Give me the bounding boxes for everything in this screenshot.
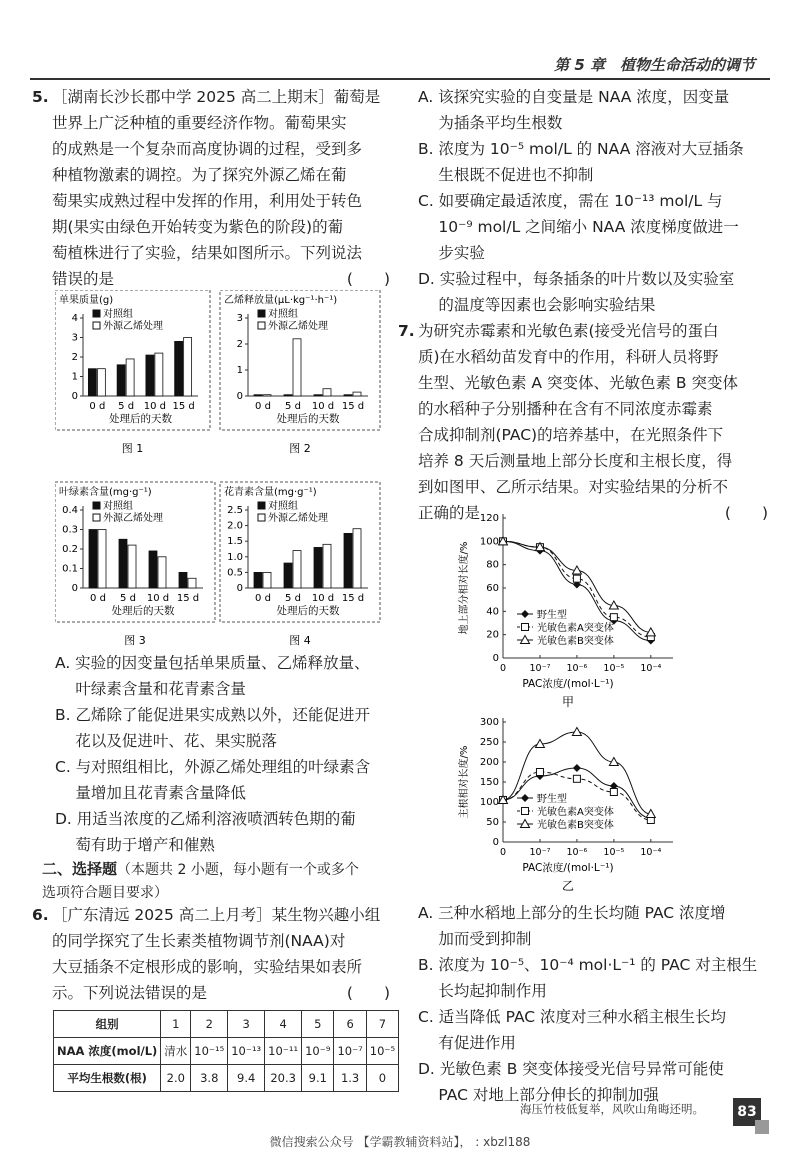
x-axis-label: PAC浓度/(mol·L⁻¹) (522, 862, 614, 874)
bar (353, 529, 361, 588)
bar (188, 578, 196, 588)
x-tick-label: 10 d (311, 401, 335, 412)
y-axis-label: 主根相对长度/% (459, 745, 470, 819)
legend-label: 野生型 (537, 610, 567, 621)
figure-caption: 图 1 (121, 442, 144, 455)
option-a: A. 该探究实验的自变量是 NAA 浓度，因变量 (418, 88, 730, 106)
option-d: 的温度等因素也会影响实验结果 (418, 296, 656, 314)
x-tick-label: 15 d (341, 401, 365, 412)
y-tick-label: 2 (236, 339, 243, 350)
table-cell: 3 (228, 1011, 265, 1038)
y-tick-label: 40 (486, 606, 499, 618)
option-d: D. 实验过程中，每条插条的叶片数以及实验室 (418, 270, 735, 288)
question-5 (32, 84, 390, 292)
table-row (54, 1038, 399, 1065)
x-tick-label: 5 d (285, 593, 301, 604)
option-b: B. 乙烯除了能促进果实成熟以外，还能促进开 (55, 706, 370, 724)
table-row (54, 1065, 399, 1092)
option-b: B. 浓度为 10⁻⁵ mol/L 的 NAA 溶液对大豆插条 (418, 140, 744, 158)
bar (117, 365, 125, 396)
y-tick-label: 80 (486, 559, 499, 571)
legend-label: 光敏色素B突变体 (537, 820, 614, 831)
x-tick-label: 15 d (172, 401, 195, 412)
naa-table (53, 1010, 399, 1092)
y-tick-label: 200 (479, 757, 499, 768)
legend-label: 光敏色素A突变体 (537, 623, 614, 634)
option-c: C. 与对照组相比，外源乙烯处理组的叶绿素含 (55, 758, 371, 776)
bar (344, 533, 352, 588)
stem-line: 期(果实由绿色开始转变为紫色的阶段)的葡 (52, 218, 344, 236)
x-tick-label: 0 (499, 663, 507, 674)
legend-label: 对照组 (103, 501, 133, 512)
y-tick-label: 1.5 (227, 536, 243, 548)
legend-label: 光敏色素B突变体 (537, 636, 614, 647)
y-tick-label: 0.1 (62, 563, 78, 575)
legend-label: 外源乙烯处理 (103, 321, 163, 332)
y-tick-label: 0.4 (62, 505, 78, 516)
y-tick-label: 0 (71, 391, 78, 402)
y-tick-label: 2 (71, 352, 78, 363)
y-tick-label: 4 (71, 313, 78, 324)
bar (179, 572, 187, 588)
chapter-title: 第 5 章 植物生命活动的调节 (554, 56, 755, 74)
option-d: 萄有助于增产和催熟 (55, 836, 215, 854)
bar (323, 389, 331, 396)
data-point (522, 808, 529, 815)
table-cell: 20.3 (265, 1065, 302, 1092)
table-cell: 1 (161, 1011, 191, 1038)
y-tick-label: 0 (71, 583, 78, 594)
x-tick-label: 10⁻⁷ (529, 847, 551, 858)
y-tick-label: 100 (479, 536, 499, 548)
option-c: C. 适当降低 PAC 浓度对三种水稻主根生长均 (418, 1008, 727, 1026)
footer-motto: 海压竹枝低复举，风吹山角晦还明。 (520, 1102, 704, 1116)
figure-caption: 乙 (561, 879, 575, 893)
stem-line: 的水稻种子分别播种在含有不同浓度赤霉素 (418, 400, 713, 418)
y-axis-label: 叶绿素含量(mg·g⁻¹) (59, 487, 152, 498)
table-cell: 清水 (161, 1038, 191, 1065)
bar (184, 338, 192, 397)
option-d: PAC 对地上部分伸长的抑制加强 (418, 1086, 659, 1104)
stem-line: 萄植株进行了实验，结果如图所示。下列说法 (52, 244, 363, 262)
bar (128, 545, 136, 588)
y-tick-label: 100 (479, 797, 499, 808)
y-axis-label: 地上部分相对长度/% (459, 541, 470, 635)
y-tick-label: 0 (492, 653, 499, 664)
option-b: B. 浓度为 10⁻⁵、10⁻⁴ mol·L⁻¹ 的 PAC 对主根生 (418, 956, 758, 974)
x-axis-label: 处理后的天数 (276, 413, 340, 425)
option-b: 生根既不促进也不抑制 (418, 166, 594, 184)
legend-swatch (93, 310, 100, 317)
x-tick-label: 10 d (143, 401, 167, 412)
q7-figures (455, 508, 695, 898)
bar (98, 530, 106, 589)
figure-caption: 图 4 (289, 634, 311, 647)
x-tick-label: 15 d (341, 593, 365, 604)
section-note: 选项符合题目要求） (42, 885, 168, 901)
section-heading (42, 858, 392, 904)
section-note: （本题共 2 小题，每小题有一个或多个 (117, 862, 359, 878)
bar (314, 547, 322, 588)
legend-swatch (93, 514, 100, 521)
y-tick-label: 0.2 (62, 544, 78, 555)
bar (149, 551, 157, 588)
stem-line: 生型、光敏色素 A 突变体、光敏色素 B 突变体 (418, 374, 738, 392)
table-cell: NAA 浓度(mol/L) (54, 1038, 161, 1065)
y-tick-label: 300 (479, 717, 499, 728)
question-7 (398, 318, 768, 526)
table-cell: 10⁻¹¹ (265, 1038, 302, 1065)
y-tick-label: 0 (492, 837, 499, 848)
table-cell: 10⁻¹³ (228, 1038, 265, 1065)
x-tick-label: 0 d (255, 593, 271, 604)
answer-bracket: ( ) (346, 984, 390, 1002)
bar (146, 355, 154, 396)
table-cell: 平均生根数(根) (54, 1065, 161, 1092)
x-tick-label: 15 d (176, 593, 200, 604)
option-b: 花以及促进叶、花、果实脱落 (55, 732, 277, 750)
x-tick-label: 10⁻⁶ (566, 663, 588, 674)
table-cell: 3.8 (191, 1065, 228, 1092)
y-tick-label: 60 (486, 583, 499, 594)
bar (293, 551, 301, 588)
option-b: 长均起抑制作用 (418, 982, 547, 1000)
y-tick-label: 1 (236, 365, 243, 376)
stem-line: 示。下列说法错误的是 (52, 984, 208, 1002)
x-tick-label: 5 d (120, 593, 136, 604)
bar (158, 557, 166, 588)
y-tick-label: 2.0 (227, 520, 243, 532)
bar (353, 392, 361, 396)
bar (97, 369, 105, 396)
option-a: 加而受到抑制 (418, 930, 532, 948)
question-6 (32, 902, 390, 1006)
legend-label: 外源乙烯处理 (268, 513, 328, 524)
page-header (0, 50, 800, 82)
option-c: C. 如要确定最适浓度，需在 10⁻¹³ mol/L 与 (418, 192, 723, 210)
x-tick-label: 10⁻⁴ (640, 663, 662, 674)
bar (344, 395, 352, 396)
table-cell: 组别 (54, 1011, 161, 1038)
x-tick-label: 5 d (118, 401, 135, 412)
legend-swatch (258, 502, 265, 509)
answer-bracket: ( ) (346, 270, 390, 288)
bar (263, 572, 271, 588)
stem-line: 世界上广泛种植的重要经济作物。葡萄果实 (52, 114, 347, 132)
option-c: 量增加且花青素含量降低 (55, 784, 246, 802)
x-tick-label: 0 (499, 847, 507, 858)
legend-label: 对照组 (268, 501, 298, 512)
y-tick-label: 0 (236, 391, 243, 402)
legend-swatch (93, 502, 100, 509)
table-cell: 7 (366, 1011, 398, 1038)
y-tick-label: 120 (479, 513, 499, 524)
y-tick-label: 0.3 (62, 524, 78, 536)
data-point (610, 789, 617, 796)
x-axis-label: 处理后的天数 (109, 413, 172, 425)
x-axis-label: 处理后的天数 (276, 605, 340, 617)
bar (126, 359, 134, 396)
y-axis-label: 花青素含量(mg·g⁻¹) (224, 487, 317, 498)
option-d: D. 光敏色素 B 突变体接受光信号异常可能使 (418, 1060, 724, 1078)
y-tick-label: 20 (486, 629, 499, 641)
data-point (521, 610, 529, 618)
answer-bracket: ( ) (724, 504, 768, 522)
question-number: 7. (398, 322, 415, 340)
stem-line: 质)在水稻幼苗发育中的作用，科研人员将野 (418, 348, 719, 366)
bar (88, 369, 96, 396)
x-tick-label: 10⁻⁶ (566, 847, 588, 858)
x-tick-label: 0 d (90, 593, 106, 604)
bar (263, 395, 271, 396)
x-tick-label: 10⁻⁷ (529, 663, 551, 674)
figure-caption: 甲 (561, 695, 575, 709)
data-point (522, 624, 529, 631)
legend-label: 光敏色素A突变体 (537, 807, 614, 818)
option-a: 叶绿素含量和花青素含量 (55, 680, 246, 698)
bar (323, 544, 331, 588)
table-cell: 10⁻¹⁵ (191, 1038, 228, 1065)
data-point (536, 769, 543, 776)
data-point (610, 614, 617, 621)
x-tick-label: 10⁻⁴ (640, 847, 662, 858)
legend-swatch (258, 310, 265, 317)
table-cell: 5 (302, 1011, 334, 1038)
y-axis-label: 单果质量(g) (59, 295, 114, 306)
option-c: 10⁻⁹ mol/L 之间缩小 NAA 浓度梯度做进一 (418, 218, 739, 236)
table-cell: 9.4 (228, 1065, 265, 1092)
option-a: 为插条平均生根数 (418, 114, 563, 132)
bar (119, 539, 127, 588)
x-tick-label: 0 d (255, 401, 271, 412)
stem-line: ［广东清远 2025 高二上月考］某生物兴趣小组 (52, 906, 381, 924)
stem-line: 的同学探究了生长素类植物调节剂(NAA)对 (52, 932, 346, 950)
option-c: 步实验 (418, 244, 485, 262)
table-cell: 1.3 (334, 1065, 366, 1092)
page-number: 83 (737, 1104, 757, 1120)
bar (314, 395, 322, 396)
legend-label: 对照组 (268, 309, 298, 320)
figure-caption: 图 3 (124, 634, 146, 647)
stem-line: 为研究赤霉素和光敏色素(接受光信号的蛋白 (418, 322, 719, 340)
option-a: A. 三种水稻地上部分的生长均随 PAC 浓度增 (418, 904, 726, 922)
x-axis-label: 处理后的天数 (111, 605, 175, 617)
option-d: D. 用适当浓度的乙烯利溶液喷洒转色期的葡 (55, 810, 356, 828)
y-axis-label: 乙烯释放量(μL·kg⁻¹·h⁻¹) (224, 295, 338, 306)
y-tick-label: 150 (479, 777, 499, 788)
bar (293, 339, 301, 396)
legend-label: 外源乙烯处理 (268, 321, 328, 332)
stem-line: 培养 8 天后测量地上部分长度和主根长度，得 (418, 452, 733, 470)
stem-line: 萄果实成熟过程中发挥的作用，利用处于转色 (52, 192, 363, 210)
table-cell: 10⁻⁷ (334, 1038, 366, 1065)
bar (155, 353, 163, 396)
x-tick-label: 5 d (285, 401, 301, 412)
data-point (573, 575, 580, 582)
table-cell: 10⁻⁵ (366, 1038, 398, 1065)
bar (254, 572, 262, 588)
header-rule (30, 78, 770, 80)
stem-line: ［湖南长沙长郡中学 2025 高二上期末］葡萄是 (52, 88, 381, 106)
y-tick-label: 50 (486, 817, 499, 828)
legend-label: 野生型 (537, 794, 567, 805)
bar (284, 563, 292, 588)
x-axis-label: PAC浓度/(mol·L⁻¹) (522, 678, 614, 690)
x-tick-label: 10⁻⁵ (603, 847, 625, 858)
q7-options (418, 900, 768, 1108)
figure-caption: 图 2 (289, 442, 311, 455)
table-cell: 10⁻⁹ (302, 1038, 334, 1065)
y-tick-label: 2.5 (227, 505, 243, 516)
stem-line: 的成熟是一个复杂而高度协调的过程，受到多 (52, 140, 363, 158)
table-cell: 9.1 (302, 1065, 334, 1092)
table-row (54, 1011, 399, 1038)
stem-line: 正确的是 (418, 504, 481, 522)
data-point (573, 775, 580, 782)
legend-swatch (258, 322, 265, 329)
section-title: 二、选择题 (42, 860, 118, 878)
question-number: 6. (32, 906, 49, 924)
data-point (521, 794, 529, 802)
table-cell: 2 (191, 1011, 228, 1038)
legend-label: 外源乙烯处理 (103, 513, 163, 524)
data-point (573, 764, 581, 772)
data-point (572, 728, 581, 736)
stem-line: 合成抑制剂(PAC)的培养基中，在光照条件下 (418, 426, 724, 444)
x-tick-label: 10 d (146, 593, 170, 604)
bar (254, 395, 262, 396)
y-tick-label: 1.0 (227, 551, 243, 563)
x-tick-label: 10⁻⁵ (603, 663, 625, 674)
y-tick-label: 250 (479, 737, 499, 748)
question-number: 5. (32, 88, 49, 106)
table-cell: 2.0 (161, 1065, 191, 1092)
page-corner-mark (755, 1120, 769, 1134)
table-cell: 6 (334, 1011, 366, 1038)
bar (284, 395, 292, 396)
table-cell: 4 (265, 1011, 302, 1038)
legend-label: 对照组 (103, 309, 133, 320)
stem-line: 种植物激素的调控。为了探究外源乙烯在葡 (52, 166, 347, 184)
legend-swatch (258, 514, 265, 521)
x-tick-label: 0 d (89, 401, 106, 412)
footer-ad: 微信搜索公众号 【学霸教辅资料站】， : xbzl188 (269, 1135, 531, 1149)
x-tick-label: 10 d (311, 593, 335, 604)
y-tick-label: 1 (71, 371, 78, 383)
option-c: 有促进作用 (418, 1034, 516, 1052)
y-tick-label: 0.5 (227, 567, 243, 579)
stem-line: 大豆插条不定根形成的影响，实验结果如表所 (52, 958, 363, 976)
stem-line: 到如图甲、乙所示结果。对实验结果的分析不 (418, 478, 729, 496)
q5-options (55, 650, 390, 858)
bar (89, 530, 97, 589)
q6-options (418, 84, 768, 318)
bar (175, 341, 183, 396)
option-a: A. 实验的因变量包括单果质量、乙烯释放量、 (55, 654, 370, 672)
q5-figures (55, 290, 385, 650)
stem-line: 错误的是 (52, 270, 115, 288)
table-cell: 0 (366, 1065, 398, 1092)
y-tick-label: 3 (71, 332, 78, 344)
legend-swatch (93, 322, 100, 329)
question-stem (40, 84, 390, 292)
y-tick-label: 0 (236, 583, 243, 594)
y-tick-label: 3 (236, 313, 243, 324)
